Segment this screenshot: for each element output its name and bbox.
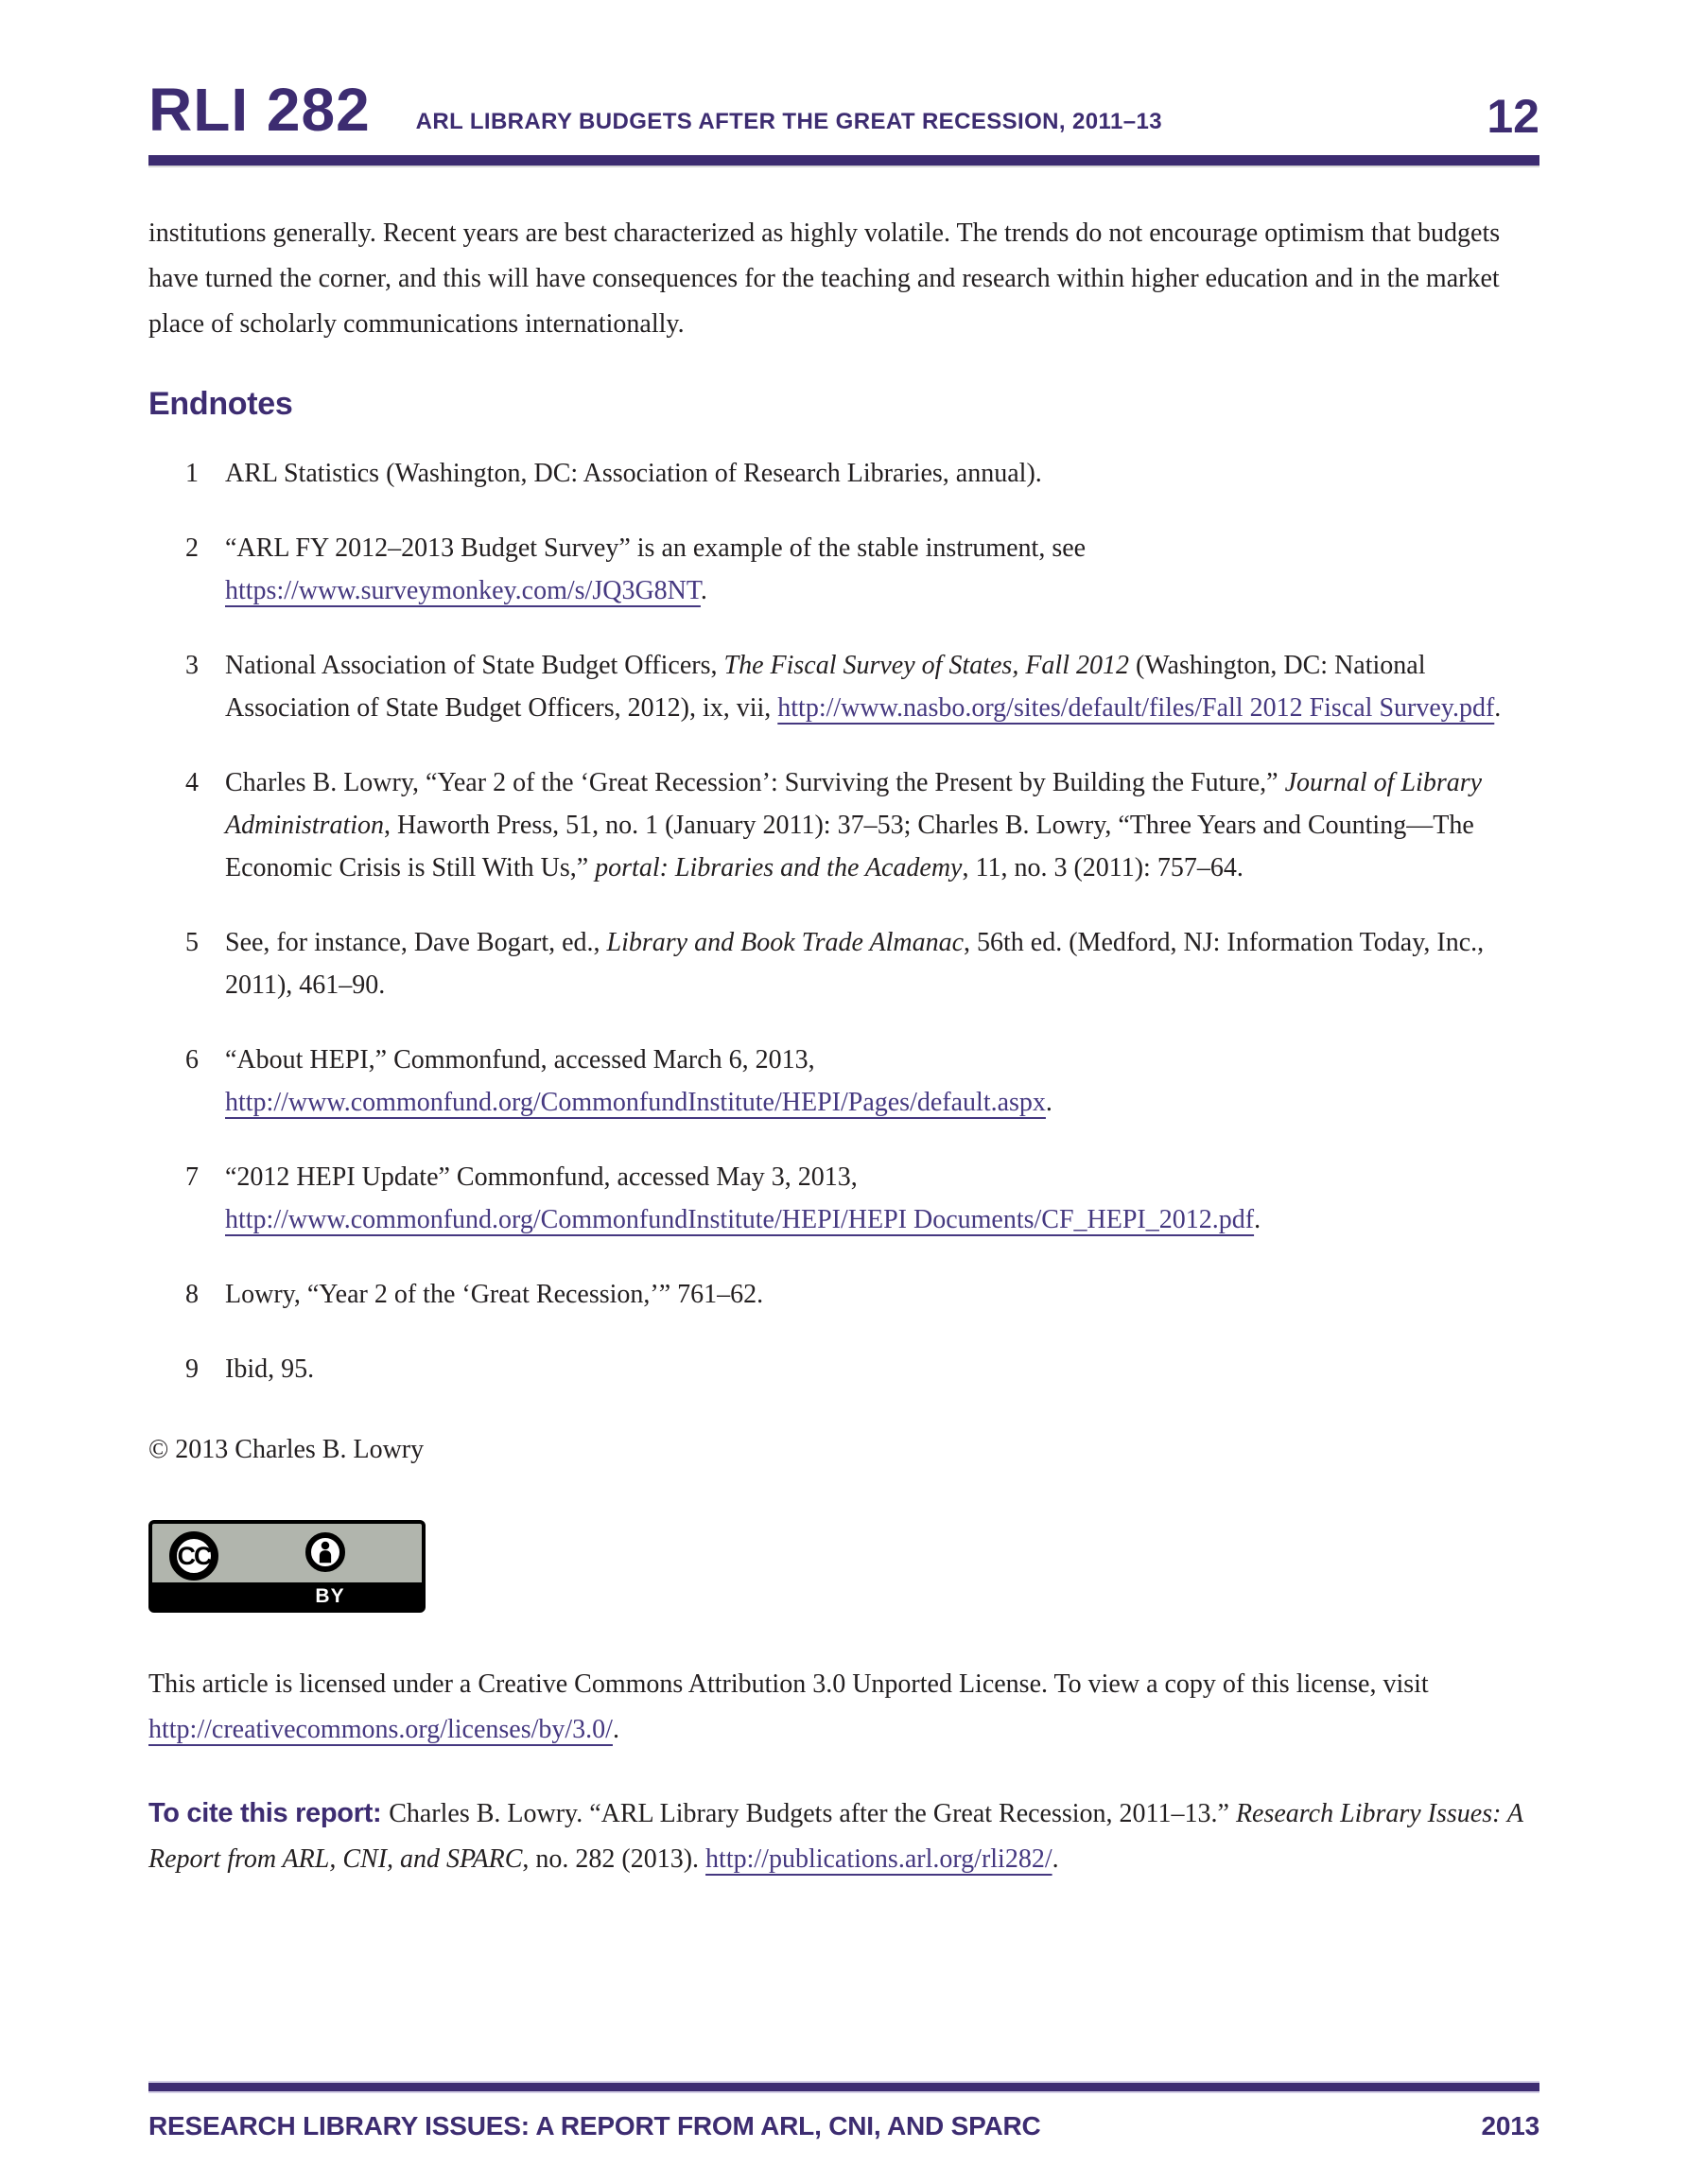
endnote-text	[225, 1348, 1539, 1390]
endnote-number: 5	[185, 928, 199, 958]
hyperlink[interactable]: http://www.nasbo.org/sites/default/files/Fall 2012 Fiscal Survey.pdf	[777, 693, 1495, 724]
endnote-number: 2	[185, 533, 199, 564]
intro-paragraph: institutions generally. Recent years are best characterized as highly volatile. The trends do not encourage optimism that budgets have turned the corner, and this will have consequences for the teaching and research within higher education and in the market place of scholarly communications internationally.	[148, 218, 1501, 339]
italic-title: The Fiscal Survey of States, Fall 2012	[723, 651, 1129, 681]
text-segment: Lowry, “Year 2 of the ‘Great Recession,’” 761–62.	[225, 1280, 764, 1310]
endnote-number: 1	[185, 459, 199, 489]
page-header	[148, 0, 1539, 167]
text-segment: Ibid, 95.	[225, 1354, 315, 1385]
endnote-text	[225, 1273, 1539, 1316]
endnote-number: 8	[185, 1280, 199, 1310]
endnote-item	[148, 644, 1539, 729]
endnote-text	[225, 761, 1539, 889]
endnote-item	[148, 921, 1539, 1006]
text-segment: , 56th ed. (Medford, NJ: Information Today, Inc., 2011), 461–90.	[225, 928, 1485, 1001]
text-segment: “2012 HEPI Update” Commonfund, accessed May 3, 2013,	[225, 1162, 858, 1193]
citation-lead-in: To cite this report:	[148, 1798, 390, 1829]
cc-logo-text: CC	[177, 1541, 211, 1570]
text-segment: .	[1494, 693, 1502, 724]
endnotes-list	[148, 452, 1539, 1390]
endnote-item	[148, 1156, 1539, 1241]
cc-by-label: BY	[315, 1585, 345, 1608]
header-row	[148, 76, 1539, 144]
text-segment: , 11, no. 3 (2011): 757–64.	[962, 853, 1244, 883]
endnotes-heading: Endnotes	[148, 386, 293, 422]
hyperlink[interactable]: http://www.commonfund.org/CommonfundInstitute/HEPI/HEPI Documents/CF_HEPI_2012.pdf	[225, 1205, 1255, 1235]
hyperlink[interactable]: http://publications.arl.org/rli282/	[705, 1844, 1052, 1875]
endnote-text	[225, 921, 1539, 1006]
italic-title: Journal of Library Administration	[225, 768, 1483, 841]
endnote-text	[225, 1039, 1539, 1124]
running-title: ARL LIBRARY BUDGETS AFTER THE GREAT RECESSION, 2011–13	[415, 109, 1162, 134]
text-segment: National Association of State Budget Officers,	[225, 651, 724, 681]
endnote-text	[225, 452, 1539, 495]
endnote-item	[148, 452, 1539, 495]
cc-logo-icon	[169, 1531, 218, 1581]
text-segment: See, for instance, Dave Bogart, ed.,	[225, 928, 607, 958]
text-segment: “About HEPI,” Commonfund, accessed March 6, 2013,	[225, 1045, 815, 1075]
attribution-person-icon	[305, 1532, 345, 1572]
text-segment: .	[1254, 1205, 1261, 1235]
page-footer	[148, 2081, 1539, 2184]
italic-title: Library and Book Trade Almanac	[606, 928, 965, 958]
license-paragraph	[148, 1662, 1539, 1753]
endnote-item	[148, 1273, 1539, 1316]
copyright-line: © 2013 Charles B. Lowry	[148, 1435, 425, 1465]
hyperlink[interactable]: http://creativecommons.org/licenses/by/3.0/	[148, 1715, 613, 1745]
text-segment: .	[1045, 1088, 1052, 1118]
footer-series-title: RESEARCH LIBRARY ISSUES: A REPORT FROM ARL, CNI, AND SPARC	[148, 2111, 1041, 2141]
text-segment: , no. 282 (2013).	[522, 1844, 706, 1875]
journal-brand: RLI 282	[148, 76, 371, 144]
italic-title: portal: Libraries and the Academy	[595, 853, 963, 883]
endnote-text	[225, 644, 1539, 729]
text-segment: .	[700, 576, 707, 606]
text-segment: .	[1052, 1844, 1059, 1875]
endnote-text	[225, 527, 1539, 612]
text-segment: Charles B. Lowry. “ARL Library Budgets after the Great Recession, 2011–13.”	[389, 1799, 1236, 1829]
text-segment: .	[612, 1715, 619, 1745]
footer-row	[148, 2110, 1539, 2142]
text-segment: This article is licensed under a Creative Commons Attribution 3.0 Unported License. To view a copy of this license, visit	[148, 1669, 1429, 1700]
endnote-number: 7	[185, 1162, 199, 1193]
citation-paragraph	[148, 1791, 1539, 1882]
endnote-item	[148, 1348, 1539, 1390]
endnote-number: 6	[185, 1045, 199, 1075]
header-rule	[148, 155, 1539, 167]
text-segment: “ARL FY 2012–2013 Budget Survey” is an example of the stable instrument, see	[225, 533, 1087, 564]
text-segment: , Haworth Press, 51, no. 1 (January 2011): 37–53; Charles B. Lowry, “Three Years and Counting—The Economic Crisis is Still With Us,”	[225, 811, 1474, 883]
text-segment: ARL Statistics (Washington, DC: Association of Research Libraries, annual).	[225, 459, 1042, 489]
endnote-item	[148, 1039, 1539, 1124]
endnote-number: 3	[185, 651, 199, 681]
italic-title: Research Library Issues: A Report from ARL, CNI, and SPARC	[148, 1799, 1523, 1875]
footer-rule	[148, 2081, 1539, 2093]
endnote-item	[148, 761, 1539, 889]
text-segment: (Washington, DC: National Association of State Budget Officers, 2012), ix, vii,	[225, 651, 1426, 724]
cc-by-badge[interactable]	[148, 1520, 426, 1613]
footer-year: 2013	[1481, 2111, 1539, 2141]
endnote-item	[148, 527, 1539, 612]
text-segment: Charles B. Lowry, “Year 2 of the ‘Great Recession’: Surviving the Present by Building the Future,”	[225, 768, 1285, 798]
endnote-text	[225, 1156, 1539, 1241]
page-number: 12	[1487, 90, 1539, 143]
hyperlink[interactable]: https://www.surveymonkey.com/s/JQ3G8NT	[225, 576, 701, 606]
endnote-number: 9	[185, 1354, 199, 1385]
endnote-number: 4	[185, 768, 199, 798]
hyperlink[interactable]: http://www.commonfund.org/CommonfundInstitute/HEPI/Pages/default.aspx	[225, 1088, 1046, 1118]
